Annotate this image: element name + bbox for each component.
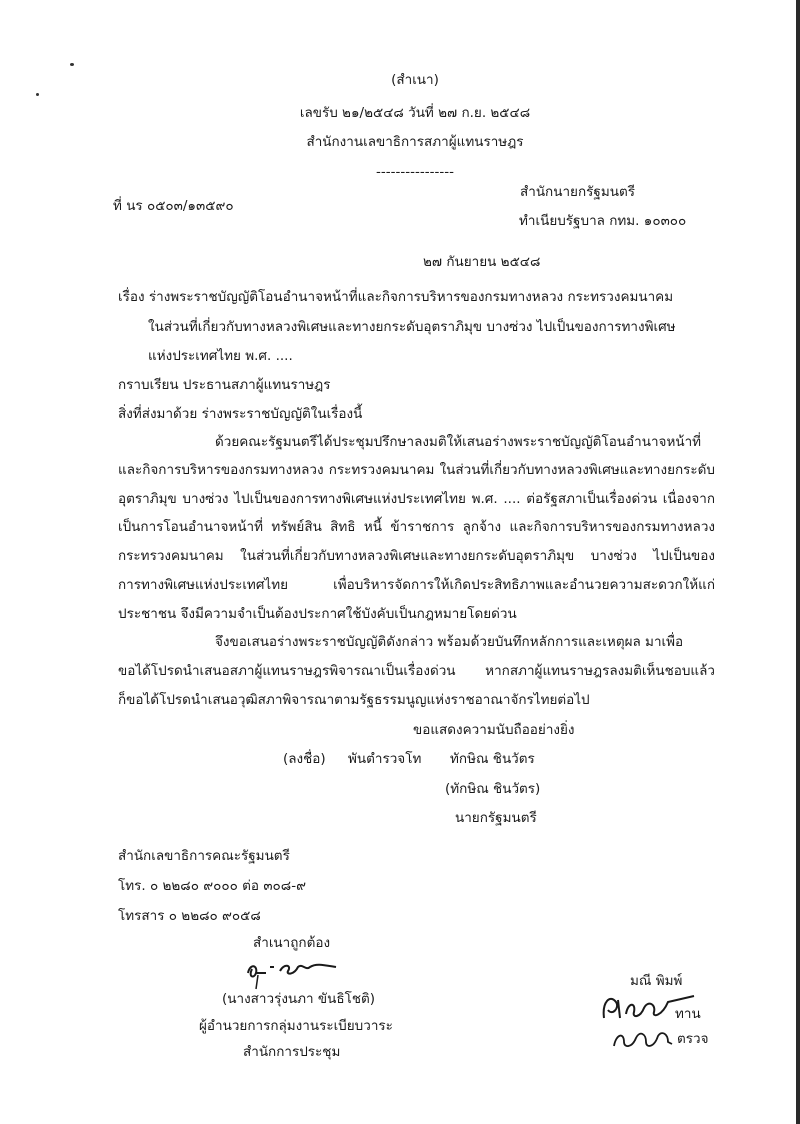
signer-name: ทักษิณ ชินวัตร — [450, 751, 535, 767]
footer-department: สำนักเลขาธิการคณะรัฐมนตรี — [118, 848, 290, 864]
certifier-title: ผู้อำนวยการกลุ่มงานระเบียบวาระ — [199, 1018, 393, 1034]
closing: ขอแสดงความนับถืออย่างยิ่ง — [413, 722, 575, 738]
typist: มณี พิมพ์ — [630, 973, 683, 989]
signer-name-paren: (ทักษิณ ชินวัตร) — [445, 781, 541, 797]
signer-title: นายกรัฐมนตรี — [455, 810, 537, 826]
footer-fax: โทรสาร ๐ ๒๒๘๐ ๙๐๕๘ — [118, 908, 261, 924]
certified-copy: สำเนาถูกต้อง — [253, 935, 331, 951]
checker-label: ทาน — [675, 1006, 701, 1022]
footer-phone: โทร. ๐ ๒๒๘๐ ๙๐๐๐ ต่อ ๓๐๘-๙ — [118, 878, 306, 894]
body-line: ด้วยคณะรัฐมนตรีได้ประชุมปรึกษาลงมติให้เสนอร่างพระราชบัญญัติโอนอำนาจหน้าที่ — [215, 434, 702, 450]
sender-address: ทำเนียบรัฐบาล กทม. ๑๐๓๐๐ — [519, 213, 687, 229]
certifier-name: (นางสาวรุ่งนภา ขันธิโชติ) — [222, 991, 376, 1007]
receipt-line: เลขรับ ๒๑/๒๕๔๘ วันที่ ๒๗ ก.ย. ๒๕๔๘ — [299, 105, 531, 121]
signed-label: (ลงชื่อ) — [283, 751, 326, 767]
certifier-signature — [244, 955, 344, 993]
body-line: การทางพิเศษแห่งประเทศไทย เพื่อบริหารจัดการให้เกิดประสิทธิภาพและอำนวยความสะดวกให้แก่ — [118, 577, 715, 593]
reference-number: ที่ นร ๐๕๐๓/๑๓๕๙๐ — [113, 198, 234, 214]
body-line: อุตราภิมุข บางซ่วง ไปเป็นของการทางพิเศษแห่งประเทศไทย พ.ศ. .... ต่อรัฐสภาเป็นเรื่องด่วน เนื่องจาก — [118, 491, 715, 507]
header-divider: ---------------- — [376, 164, 454, 180]
scan-speck — [70, 63, 74, 66]
body-line: กระทรวงคมนาคม ในส่วนที่เกี่ยวกับทางหลวงพิเศษและทางยกระดับอุตราภิมุข บางซ่วง ไปเป็นของ — [118, 548, 715, 564]
copy-mark: (สำเนา) — [391, 72, 439, 88]
receiving-office: สำนักงานเลขาธิการสภาผู้แทนราษฎร — [306, 134, 524, 150]
letter-date: ๒๗ กันยายน ๒๕๔๘ — [423, 254, 541, 270]
scan-edge — [796, 0, 800, 1124]
body-line: จึงขอเสนอร่างพระราชบัญญัติดังกล่าว พร้อมด้วยบันทึกหลักการและเหตุผล มาเพื่อ — [215, 634, 684, 650]
proofreader-initials — [610, 1024, 680, 1052]
salutation: กราบเรียน ประธานสภาผู้แทนราษฎร — [118, 377, 331, 393]
proof-label: ตรวจ — [677, 1031, 709, 1047]
signer-rank: พันตำรวจโท — [348, 751, 422, 767]
body-line: ขอได้โปรดนำเสนอสภาผู้แทนราษฎรพิจารณาเป็นเรื่องด่วน หากสภาผู้แทนราษฎรลงมติเห็นชอบแล้ว — [118, 663, 715, 679]
subject-line: เรื่อง ร่างพระราชบัญญัติโอนอำนาจหน้าที่และกิจการบริหารของกรมทางหลวง กระทรวงคมนาคม — [118, 289, 674, 305]
subject-line: ในส่วนที่เกี่ยวกับทางหลวงพิเศษและทางยกระดับอุตราภิมุข บางซ่วง ไปเป็นของการทางพิเศษ — [148, 319, 676, 335]
enclosure: สิ่งที่ส่งมาด้วย ร่างพระราชบัญญัติในเรื่องนี้ — [118, 406, 363, 422]
sender-office: สำนักนายกรัฐมนตรี — [520, 184, 635, 200]
scan-speck — [36, 93, 39, 96]
body-line: และกิจการบริหารของกรมทางหลวง กระทรวงคมนาคม ในส่วนที่เกี่ยวกับทางหลวงพิเศษและทางยกระดับ — [118, 462, 715, 478]
certifier-office: สำนักการประชุม — [243, 1044, 341, 1060]
body-line: ก็ขอได้โปรดนำเสนอวุฒิสภาพิจารณาตามรัฐธรรมนูญแห่งราชอาณาจักรไทยต่อไป — [118, 692, 590, 708]
body-line: ประชาชน จึงมีความจำเป็นต้องประกาศใช้บังคับเป็นกฎหมายโดยด่วน — [118, 606, 517, 622]
body-line: เป็นการโอนอำนาจหน้าที่ ทรัพย์สิน สิทธิ หนี้ ข้าราชการ ลูกจ้าง และกิจการบริหารของกรมทางหลวง — [118, 519, 715, 535]
subject-line: แห่งประเทศไทย พ.ศ. .... — [148, 348, 293, 364]
